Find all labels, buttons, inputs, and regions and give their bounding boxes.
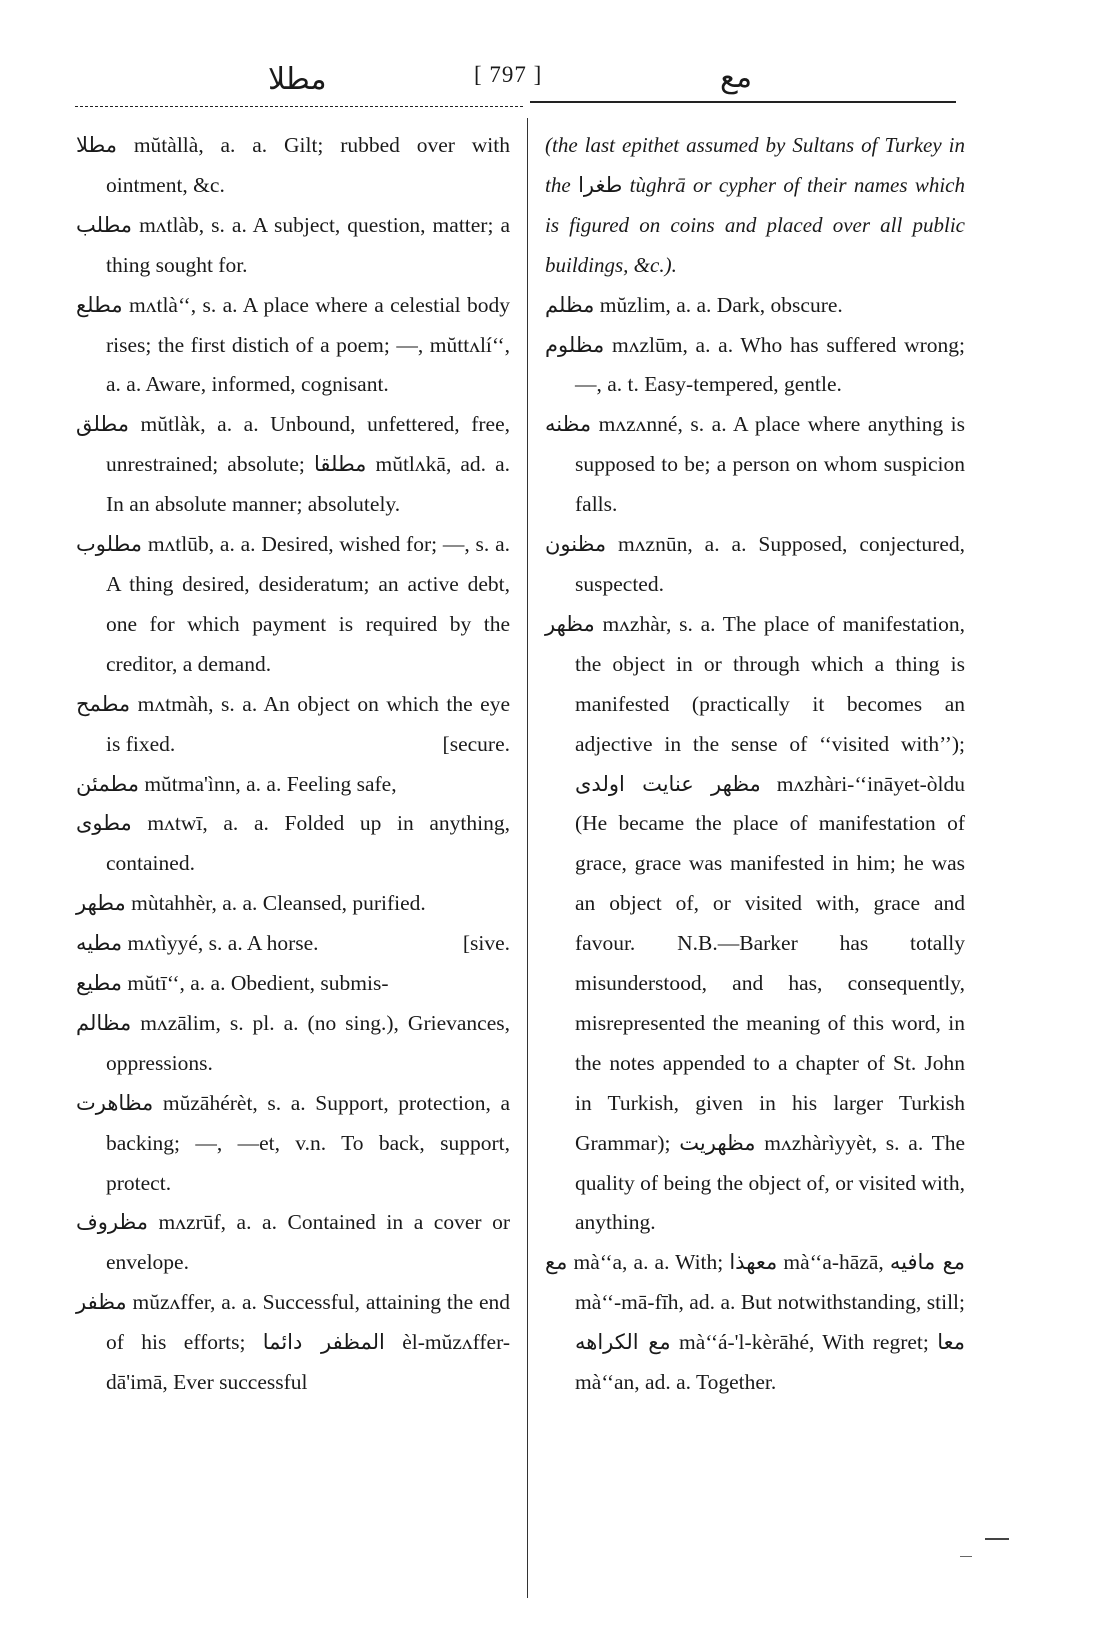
column-divider [527,118,528,1598]
left-running-headword: مطلا [268,62,327,97]
entry: مطلق mŭtlàk, a. a. Unbound, unfettered, free, unrestrained; absolute; مطلقا mŭtlʌkā, ad. a. In an absolute manner; absolutely. [76,412,511,517]
entry: مطیع mŭtī‘‘, a. a. Obedient, submis- [76,971,389,996]
entry: مطلع mʌtlà‘‘, s. a. A place where a celestial body rises; the first distich of a poem; —, mŭttʌlí‘‘, a. a. Aware, informed, cognisant. [76,292,510,397]
right-running-headword: مع [720,60,753,95]
entry: مظلم mŭzlim, a. a. Dark, obscure. [545,292,843,317]
entry: مطهر mùtahhèr, a. a. Cleansed, purified. [76,891,426,916]
entry: مظلوم mʌzlūm, a. a. Who has suffered wrong; —, a. t. Easy-tempered, gentle. [545,332,965,397]
entry: مطمح mʌtmàh, s. a. An object on which the eye is fixed. [secure. [76,691,510,756]
entry: مطوی mʌtwī, a. a. Folded up in anything, contained. [76,811,510,876]
continuation-text: (the last epithet assumed by Sultans of Turkey in the طغرا tùghrā or cypher of their names which is figured on coins and placed over all public buildings, &c.). [545,133,966,277]
entry: مطلوب mʌtlūb, a. a. Desired, wished for; —, s. a. A thing desired, desideratum; an active debt, one for which payment is required by the creditor, a demand. [76,532,510,676]
footer-mark-small [960,1556,972,1557]
entry: مظفر mŭzʌffer, a. a. Successful, attaining the end of his efforts; المظفر دائما èl-mŭzʌffer-dā'imā, Ever successful [76,1290,510,1395]
entry: مظنون mʌznūn, a. a. Supposed, conjectured, suspected. [545,532,965,596]
entry: مطلا mŭtàllà, a. a. Gilt; rubbed over with ointment, &c. [76,133,510,197]
entry: مظروف mʌzrūf, a. a. Contained in a cover or envelope. [76,1210,510,1275]
right-column [545,126,965,1403]
header-rule-right [530,101,956,103]
entry: مطیه mʌtìyyé, s. a. A horse. [sive. [76,931,510,956]
entry: مظنه mʌzʌnné, s. a. A place where anything is supposed to be; a person on whom suspicion falls. [545,412,965,517]
entry: مطمئن mŭtma'ìnn, a. a. Feeling safe, [76,771,397,796]
page-header [0,58,1113,98]
entry: مظاهرت mŭzāhérèt, s. a. Support, protection, a backing; —, —et, v.n. To back, support, protect. [76,1090,510,1195]
left-column [76,126,510,1403]
entry: مع mà‘‘a, a. a. With; معهذا mà‘‘a-hāzā, مع مافیه mà‘‘-mā-fīh, ad. a. But notwithstanding, still; مع الکراهه mà‘‘á-'l-kèrāhé, With regret; معا mà‘‘an, ad. a. Together. [545,1250,966,1395]
entry: مظهر mʌzhàr, s. a. The place of manifestation, the object in or through which a thing is manifested (practically it becomes an adjective in the sense of ‘‘visited with’’); مظهر عنایت اولدی mʌzhàri-‘‘ināyet-òldu (He became the place of manifestation of grace, grace was manifested in him; he was an object of, or visited with, grace and favour. N.B.—Barker has totally misunderstood, and has, consequently, misrepresented the meaning of this word, in the notes appended to a chapter of St. John in Turkish, given in his larger Turkish Grammar); مظهریت mʌzhàrìyyèt, s. a. The quality of being the object of, or visited with, anything. [545,611,966,1235]
entry: مظالم mʌzālim, s. pl. a. (no sing.), Grievances, oppressions. [76,1010,510,1075]
footer-mark [985,1538,1009,1540]
header-rule-left [75,106,523,107]
page-number: [ 797 ] [474,62,543,87]
entry: مطلب mʌtlàb, s. a. A subject, question, matter; a thing sought for. [76,212,510,277]
